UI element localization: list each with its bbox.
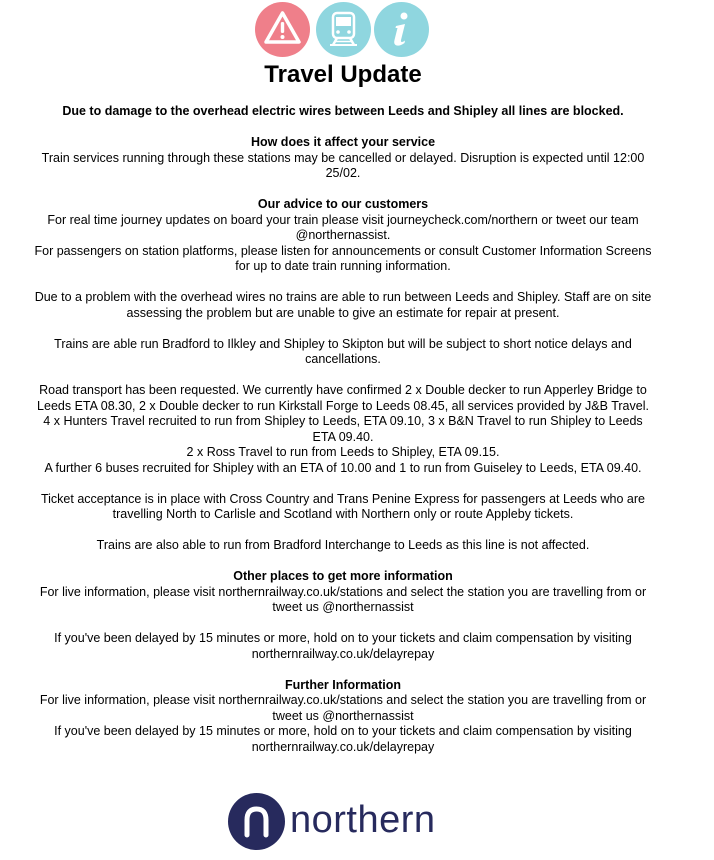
warning-icon — [255, 2, 310, 57]
northern-logo-icon — [228, 793, 285, 850]
delay-repay-text: If you've been delayed by 15 minutes or more, hold on to your tickets and claim compensation by visiting northernrailway.co.uk/delayrepay — [54, 631, 632, 661]
update-body — [30, 104, 656, 755]
ticket-acceptance-text: Ticket acceptance is in place with Cross Country and Trans Penine Express for passengers at Leeds who are travelling North to Carlisle and Scotland with Northern only or route Appleby tickets. — [40, 491, 645, 521]
affect-heading: How does it affect your service — [250, 135, 436, 149]
advice-text-onboard: For real time journey updates on board your train please visit journeycheck.com/northern or tweet our team @northernassist. — [47, 212, 639, 242]
advice-heading: Our advice to our customers — [257, 197, 429, 211]
road-transport-hunters: 4 x Hunters Travel recruited to run from Shipley to Leeds, ETA 09.10, 3 x B&N Travel to run Shipley to Leeds ETA 09.40. — [43, 414, 643, 444]
road-transport-text: Road transport has been requested. We currently have confirmed 2 x Double decker to run Apperley Bridge to Leeds ETA 08.30, 2 x Double decker to run Kirkstall Forge to Leeds 08.45, all services provided by J&B Travel. — [37, 383, 649, 413]
further-delay-text: If you've been delayed by 15 minutes or more, hold on to your tickets and claim compensation by visiting northernrailway.co.uk/delayrepay — [54, 724, 632, 754]
affect-text: Train services running through these stations may be cancelled or delayed. Disruption is expected until 12:00 25/02. — [41, 150, 645, 180]
other-info-text: For live information, please visit northernrailway.co.uk/stations and select the station you are travelling from or tweet us @northernassist — [39, 584, 647, 614]
further-info-heading: Further Information — [285, 677, 401, 692]
advice-text-platform: For passengers on station platforms, please listen for announcements or consult Customer Information Screens for up to date train running information. — [34, 243, 652, 273]
lead-statement: Due to damage to the overhead electric wires between Leeds and Shipley all lines are blocked. — [62, 104, 624, 118]
further-info-text: For live information, please visit northernrailway.co.uk/stations and select the station you are travelling from or tweet us @northernassist — [39, 693, 647, 723]
other-info-heading: Other places to get more information — [233, 569, 453, 583]
northern-logo-wordmark: northern — [290, 799, 436, 841]
train-icon — [316, 2, 371, 57]
header-icons — [0, 2, 714, 58]
bradford-text: Trains are also able to run from Bradford Interchange to Leeds as this line is not affected. — [96, 538, 590, 552]
northern-logo — [228, 793, 468, 851]
page-title: Travel Update — [264, 61, 422, 88]
road-transport-ross: 2 x Ross Travel to run from Leeds to Shipley, ETA 09.15. — [186, 445, 500, 459]
trains-able-text: Trains are able run Bradford to Ilkley and Shipley to Skipton but will be subject to short notice delays and cancellations. — [54, 336, 632, 366]
problem-text: Due to a problem with the overhead wires no trains are able to run between Leeds and Shipley. Staff are on site assessing the problem but are unable to give an estimate for repair at present. — [34, 290, 652, 320]
road-transport-further: A further 6 buses recruited for Shipley with an ETA of 10.00 and 1 to run from Guiseley to Leeds, ETA 09.40. — [44, 460, 642, 475]
info-icon — [374, 2, 429, 57]
